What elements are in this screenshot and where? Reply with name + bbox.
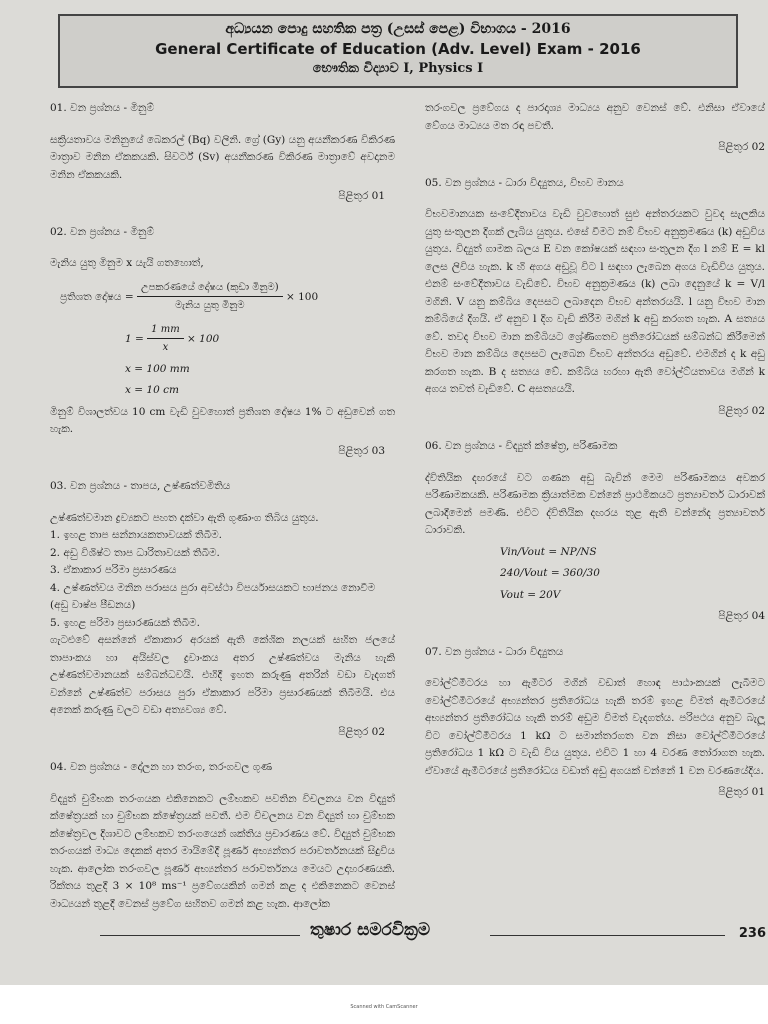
formula-denominator: මැනිය යුතු මිනුම: [175, 300, 245, 311]
author-name: තුෂාර සමරවික්‍රම: [310, 920, 431, 940]
percentage-error-formula: [50, 279, 395, 315]
question-answer-text: මැනිය යුතු මිනුම x යැයි ගතහොත්,: [50, 257, 204, 269]
question-answer-text: විභවමානයක සංවේදීතාවය වැඩි වුවහොත් සුළු අන්තරයකට වුවද සැලකිය යුතු සංතුලන දිගක් ලැබිය යුතුය. එසේ වීමට නම් විභව අනුක්‍රමණය (k) අඩුවිය යුතුය. විද්‍යුත් ගාමක බලය E වන කෝෂයක් සඳහා සංතුලන දිග l නම් E = kl ලෙස ලිවිය හැක. k හි අගය අඩුවූ විට l සඳහා ලැබෙන අගය වැඩිවිය යුතුය. එනම් සංවේදීතාවය වැඩිවේ. විභව අනුක්‍රමණය (k) ලබා දෙනුයේ k = V/l මගිනි. V යනු කම්බිය දෙපසට ලබාදෙන විභව අන්තරයයි. l යනු විභව මාන කම්බියේ දිගයි. ඒ අනුව l දිග වැඩි කිරීම මගින් k අඩු කරගත හැක. A සත්‍යය වේ. තවද විභව මාන කම්බියට ශ්‍රේණිගතව ප්‍රතිරෝධයක් සම්බන්ධ කිරීමෙන් විභව මාන කම්බිය දෙපසට ලැබෙන විභව අන්තරය අඩුවේ. එමගින් ද k අඩු කරගත හැක. B ද සත්‍යය වේ. කම්බිය හරහා ඇති වෝල්ට්යතාවය මගින් k අගය තවත් වැඩිවේ. C අසත්‍යයයි.: [425, 208, 765, 395]
math-step: x = 10 cm: [125, 384, 179, 396]
transformer-equation: 240/Vout = 360/30: [500, 567, 600, 579]
step-denominator: x: [162, 342, 169, 353]
list-item: 1. ඉහළ තාප සන්නායකතාවයක් තිබීම.: [50, 529, 222, 541]
answer-label: පිළිතුර 02: [718, 404, 765, 417]
header-sinhala-title: අධ්‍යයන පොදු සහතික පත්‍ර (උසස් පෙළ) විභාගය - 2016: [225, 21, 571, 37]
list-item: 4. උෂ්ණත්වය මනින පරාසය පුරා අවස්ථා විපර්යාසයකට භාජනය නොවීම (අඩු වාෂ්ප පීඩනය): [50, 581, 376, 611]
header-subject: භෞතික විද්‍යාව I, Physics I: [312, 61, 484, 76]
question-title: 02. වන ප්‍රශ්නය - මිනුම්: [50, 225, 154, 238]
step-numerator: 1 mm: [147, 321, 184, 340]
step-multiplier: × 100: [187, 332, 220, 345]
question-answer-text: ද්විතියික දඟරයේ වට ගණන අඩු බැවින් මෙම පරිණාමකය අවකර පරිණාමකයකි. පරිණාමක ක්‍රියාත්මක වන්නේ ප්‍රාථමිකයට ප්‍රත්‍යාවර්ත ධාරාවක් ලබාදීමෙන් පමණි. එවිට ද්විතියික දඟරය තුළ ඇති වන්නේද ප්‍රත්‍යාවර්ත ධාරාවකි.: [425, 471, 765, 536]
right-column: [425, 100, 765, 820]
question-answer-text: තරංගවල ප්‍රවේගය ද පාරදෘශ්‍ය මාධ්‍යය අනුව වෙනස් වේ. එනිසා ඒවායේ වේගය මාධ්‍යය මත රඳා පවතී.: [425, 102, 765, 132]
page-number: 236: [738, 926, 766, 941]
formula-fraction: [137, 279, 283, 315]
answer-label: පිළිතුර 01: [718, 786, 765, 798]
transformer-equation: Vin/Vout = NP/NS: [500, 545, 597, 558]
answer-label: පිළිතුර 02: [718, 141, 765, 153]
footer-rule-right: [490, 935, 725, 936]
question-answer-text: උෂ්ණත්වමාන ද්‍රව්‍යකට පහත දක්වා ඇති ගුණාංග තිබිය යුතුය.: [50, 511, 319, 524]
properties-list: [50, 527, 395, 632]
question-title: 01. වන ප්‍රශ්නය - මිනුම්: [50, 102, 154, 114]
step-fraction: [147, 321, 184, 357]
answer-label: පිළිතුර 02: [338, 725, 385, 738]
formula-numerator: උපකරණයේ දෝෂය (කුඩා මිනුම): [137, 279, 283, 298]
answer-label: පිළිතුර 01: [338, 190, 385, 202]
question-title: 03. වන ප්‍රශ්නය - තාපය, උෂ්ණත්වමිතිය: [50, 480, 231, 492]
question-answer-text: මිනුම් විශාලත්වය 10 cm වැඩි වුවහොත් ප්‍රතිශත දෝෂය 1% ට අඩුවෙන් ගත හැක.: [50, 405, 395, 435]
list-item: 2. අඩු විශිෂ්ට තාප ධාරිතාවයක් තිබීම.: [50, 546, 220, 559]
list-item: 3. ඒකාකාර පරිමා ප්‍රසාරණය: [50, 564, 177, 576]
question-answer-text: වෝල්ට්මීටරය හා ඇමීටර මගින් වඩාත් හොඳ පාඨාංකයක් ලැබීමට වෝල්ට්මීටරයේ අභ්‍යන්තර ප්‍රතිරෝධය හැකි තරම් ඉහළ විමත් ඇමීටරයේ අභ්‍යන්තර ප්‍රතිරෝධය හැකි තරම් අඩුම විමත් වැදගත්ය. පරිපථය අනුව බැලූ විට වෝල්ට්මීටරය 1 kΩ ට සමාන්තරගත වන නිසා වෝල්ට්මීටරයේ ප්‍රතිරෝධය 1 kΩ ට වැඩි විය යුතුය. එවිට 1 හා 4 වරණ තෝරාගත හැක. ඒවායේ ඇමීටරයේ ප්‍රතිරෝධය වඩාත් අඩු අගයක් වන්නේ 1 වන වරණයේදිය.: [425, 677, 765, 777]
math-step: x = 100 mm: [125, 362, 190, 375]
question-title: 05. වන ප්‍රශ්නය - ධාරා විද්‍යුතය, විභව මානය: [425, 176, 624, 189]
question-title: 07. වන ප්‍රශ්නය - ධාරා විද්‍යුතය: [425, 645, 564, 658]
formula-multiplier: × 100: [285, 290, 319, 303]
left-column: [50, 100, 395, 913]
step-lhs: 1 =: [125, 332, 144, 345]
question-title: 06. වන ප්‍රශ්නය - විද්‍යුත් ක්ෂේත්‍ර, පරිණාමක: [425, 440, 618, 452]
answer-label: පිළිතුර 04: [718, 610, 765, 622]
formula-label: ප්‍රතිශත දෝෂය =: [60, 290, 134, 303]
question-answer-text: විද්‍යුත් චුම්භක තරංගයක එකිනෙකට ලම්භකව පවතින විචලනය වන විද්‍යුත් ක්ෂේත්‍රයක් හා චුම්භක ක්ෂේත්‍රයක් පවතී. එම විචලනය වන විද්‍යුත් හා චුම්භක ක්ෂේත්‍රවල දිශාවට ලම්භකව තරංගයෙන් ශක්තිය ප්‍රචාරණය වේ. විද්‍යුත් චුම්භක තරංගයක් මාධ්‍ය දෙකක් අතර මායිමේදී පූර්ණ අභ්‍යන්තර පරාවර්තනයක් සිදුවිය හැක. ආලෝක තරංගවල පූර්ණ අභ්‍යන්තර පරාවර්තනය මෙයට උදාහරණයකි. රික්තය තුළදී 3 × 10⁸ ms⁻¹ ප්‍රවේගයකින් ගමන් කළ ද එකිනෙකට වෙනස් මාධ්‍යයන් තුළදී වෙනස් ප්‍රවේග සහිතව ගමන් කළ හැක. ආලෝක: [50, 792, 395, 910]
question-answer-text: සක්‍රියතාවය මනිනුයේ බෙකරල් (Bq) වලිනි. ග්‍රේ (Gy) යනු අයනීකරණ විකිරණ මාත්‍රාව මනින ඒකකයකි. සිවර්ට් (Sv) අයනීකරණ විකිරණ මාත්‍රාවේ අවදානම මනින ඒකකයකි.: [50, 133, 395, 181]
question-title: 04. වන ප්‍රශ්නය - දෝලන හා තරංග, තරංගවල ගුණ: [50, 761, 273, 773]
page-footer: [100, 920, 768, 950]
list-item: 5. ඉහළ පරිමා ප්‍රසාරණයක් තිබීම.: [50, 616, 200, 629]
transformer-equation: Vout = 20V: [500, 588, 561, 601]
answer-label: පිළිතුර 03: [338, 444, 385, 457]
math-step: [50, 321, 395, 357]
question-answer-text: ගැටළුවේ අසන්නේ ඒකාකාර අරයක් ඇති කේශික නලයක් සහිත ජලයේ තාපාංකය හා අයිස්වල ද්‍රවාංකය අතර උෂ්ණත්වය මැනිය හැකි උෂ්ණත්වමානයක් සම්බන්ධවයි. එහිදී ඉහත කරුණු අතරින් වඩා වැදගත් වන්නේ උෂ්ණත්ව පරාසය පුරා ඒකාකාර පරිමා ප්‍රසාරණයක් තිබීමයි. එය අනෙක් කරුණු වලට වඩා අත්‍යවශ්‍ය වේ.: [50, 634, 395, 716]
scanner-watermark: Scanned with CamScanner: [350, 1004, 418, 1010]
exam-header: [58, 14, 738, 88]
header-english-title: General Certificate of Education (Adv. Level) Exam - 2016: [155, 40, 641, 58]
footer-rule-left: [100, 935, 300, 936]
